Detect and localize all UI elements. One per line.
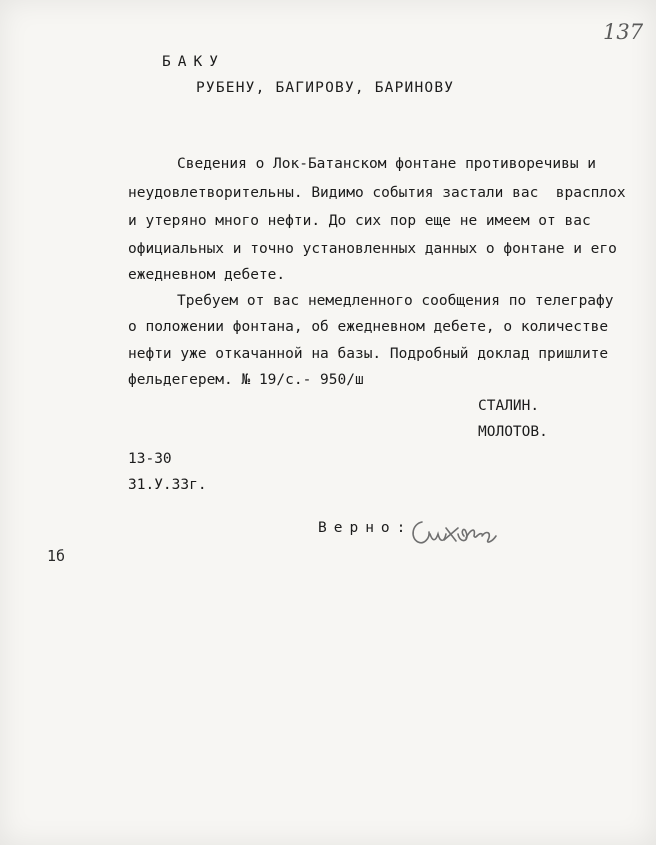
verification-label: Верно: — [318, 520, 413, 536]
date-stamp: 31.У.33г. — [128, 477, 207, 493]
paragraph-line: и утеряно много нефти. До сих пор еще не имеем от вас — [128, 213, 591, 229]
signature-molotov: МОЛОТОВ. — [478, 424, 548, 440]
city-heading: БАКУ — [162, 54, 225, 70]
paragraph-line: официальных и точно установленных данных о фонтане и его — [128, 241, 617, 257]
paragraph-line: Требуем от вас немедленного сообщения по телеграфу — [177, 293, 614, 309]
signature-stalin: СТАЛИН. — [478, 398, 540, 414]
page-mark: 1б — [47, 547, 66, 565]
paragraph-line: нефти уже откачанной на базы. Подробный доклад пришлите — [128, 346, 609, 362]
archive-number: 137 — [603, 20, 644, 44]
paragraph-line: о положении фонтана, об ежедневном дебете, о количестве — [128, 319, 609, 335]
time-stamp: 13-30 — [128, 451, 172, 467]
handwritten-signature — [408, 510, 498, 556]
addressees-line: РУБЕНУ, БАГИРОВУ, БАРИНОВУ — [196, 80, 455, 96]
paragraph-line: неудовлетворительны. Видимо события застали вас врасплох — [128, 185, 626, 201]
paragraph-line: ежедневном дебете. — [128, 267, 286, 283]
paragraph-line: Сведения о Лок-Батанском фонтане противоречивы и — [177, 156, 597, 172]
paragraph-line: фельдегерем. № 19/с.- 950/ш — [128, 372, 364, 388]
